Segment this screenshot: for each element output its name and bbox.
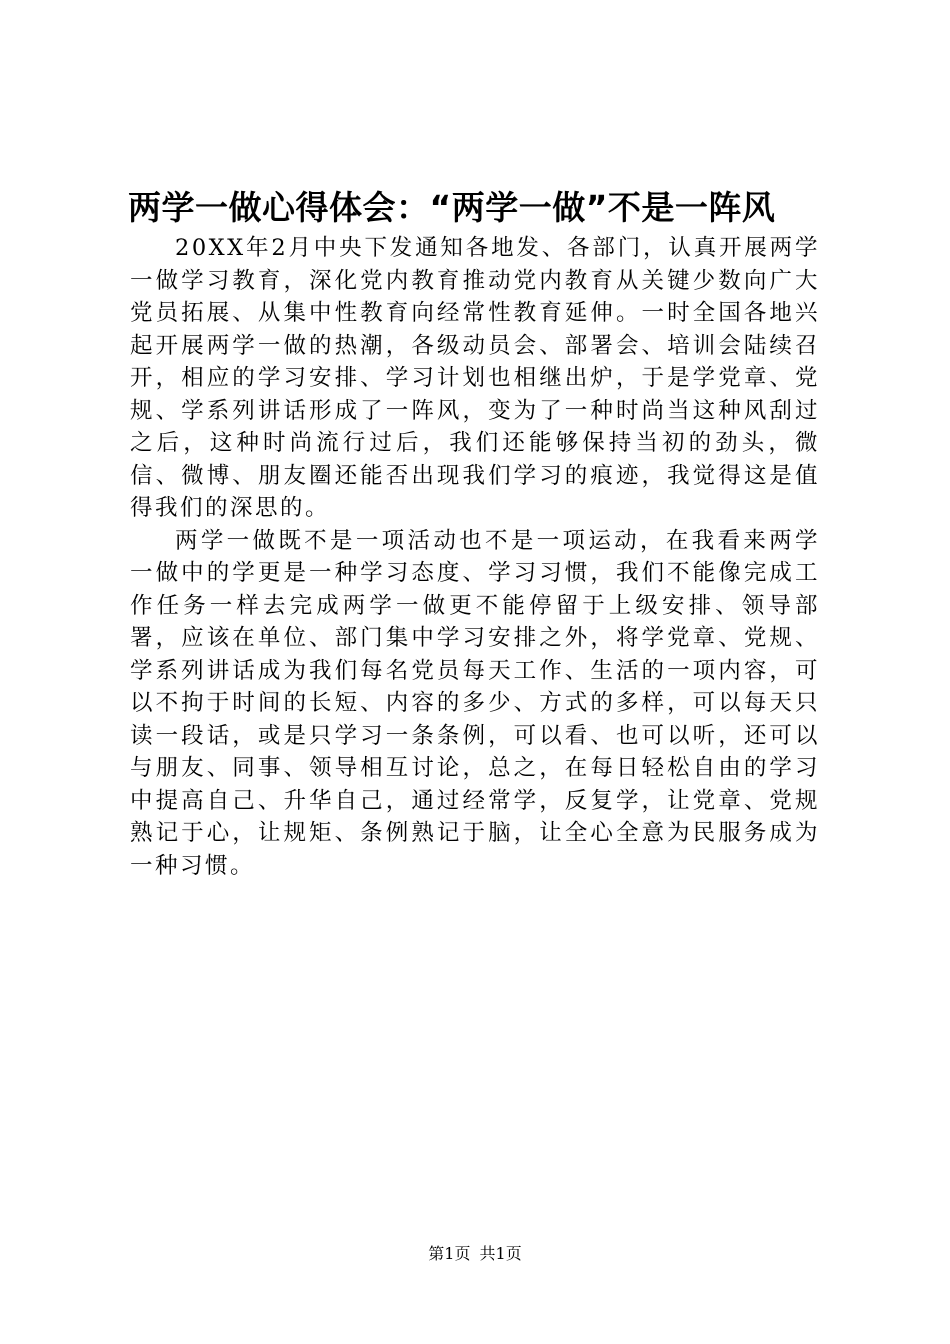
page-footer: 第1页 共1页	[428, 1244, 522, 1263]
paragraph-2: 两学一做既不是一项活动也不是一项运动，在我看来两学一做中的学更是一种学习态度、学习习惯，我们不能像完成工作任务一样去完成两学一做更不能停留于上级安排、领导部署，应该在单位、部门集中学习安排之外，将学党章、党规、学系列讲话成为我们每名党员每天工作、生活的一项内容，可以不拘于时间的长短、内容的多少、方式的多样，可以每天只读一段话，或是只学习一条条例，可以看、也可以听，还可以与朋友、同事、领导相互讨论，总之，在每日轻松自由的学习中提高自己、升华自己，通过经常学，反复学，让党章、党规熟记于心，让规矩、条例熟记于脑，让全心全意为民服务成为一种习惯。	[130, 527, 820, 879]
paragraph-1: 20XX年2月中央下发通知各地发、各部门，认真开展两学一做学习教育，深化党内教育推动党内教育从关键少数向广大党员拓展、从集中性教育向经常性教育延伸。一时全国各地兴起开展两学一做的热潮，各级动员会、部署会、培训会陆续召开，相应的学习安排、学习计划也相继出炉，于是学党章、党规、学系列讲话形成了一阵风，变为了一种时尚当这种风刮过之后，这种时尚流行过后，我们还能够保持当初的劲头，微信、微博、朋友圈还能否出现我们学习的痕迹，我觉得这是值得我们的深思的。	[130, 235, 820, 521]
document-body	[130, 232, 820, 882]
document-title: 两学一做心得体会：“两学一做”不是一阵风	[128, 188, 776, 227]
